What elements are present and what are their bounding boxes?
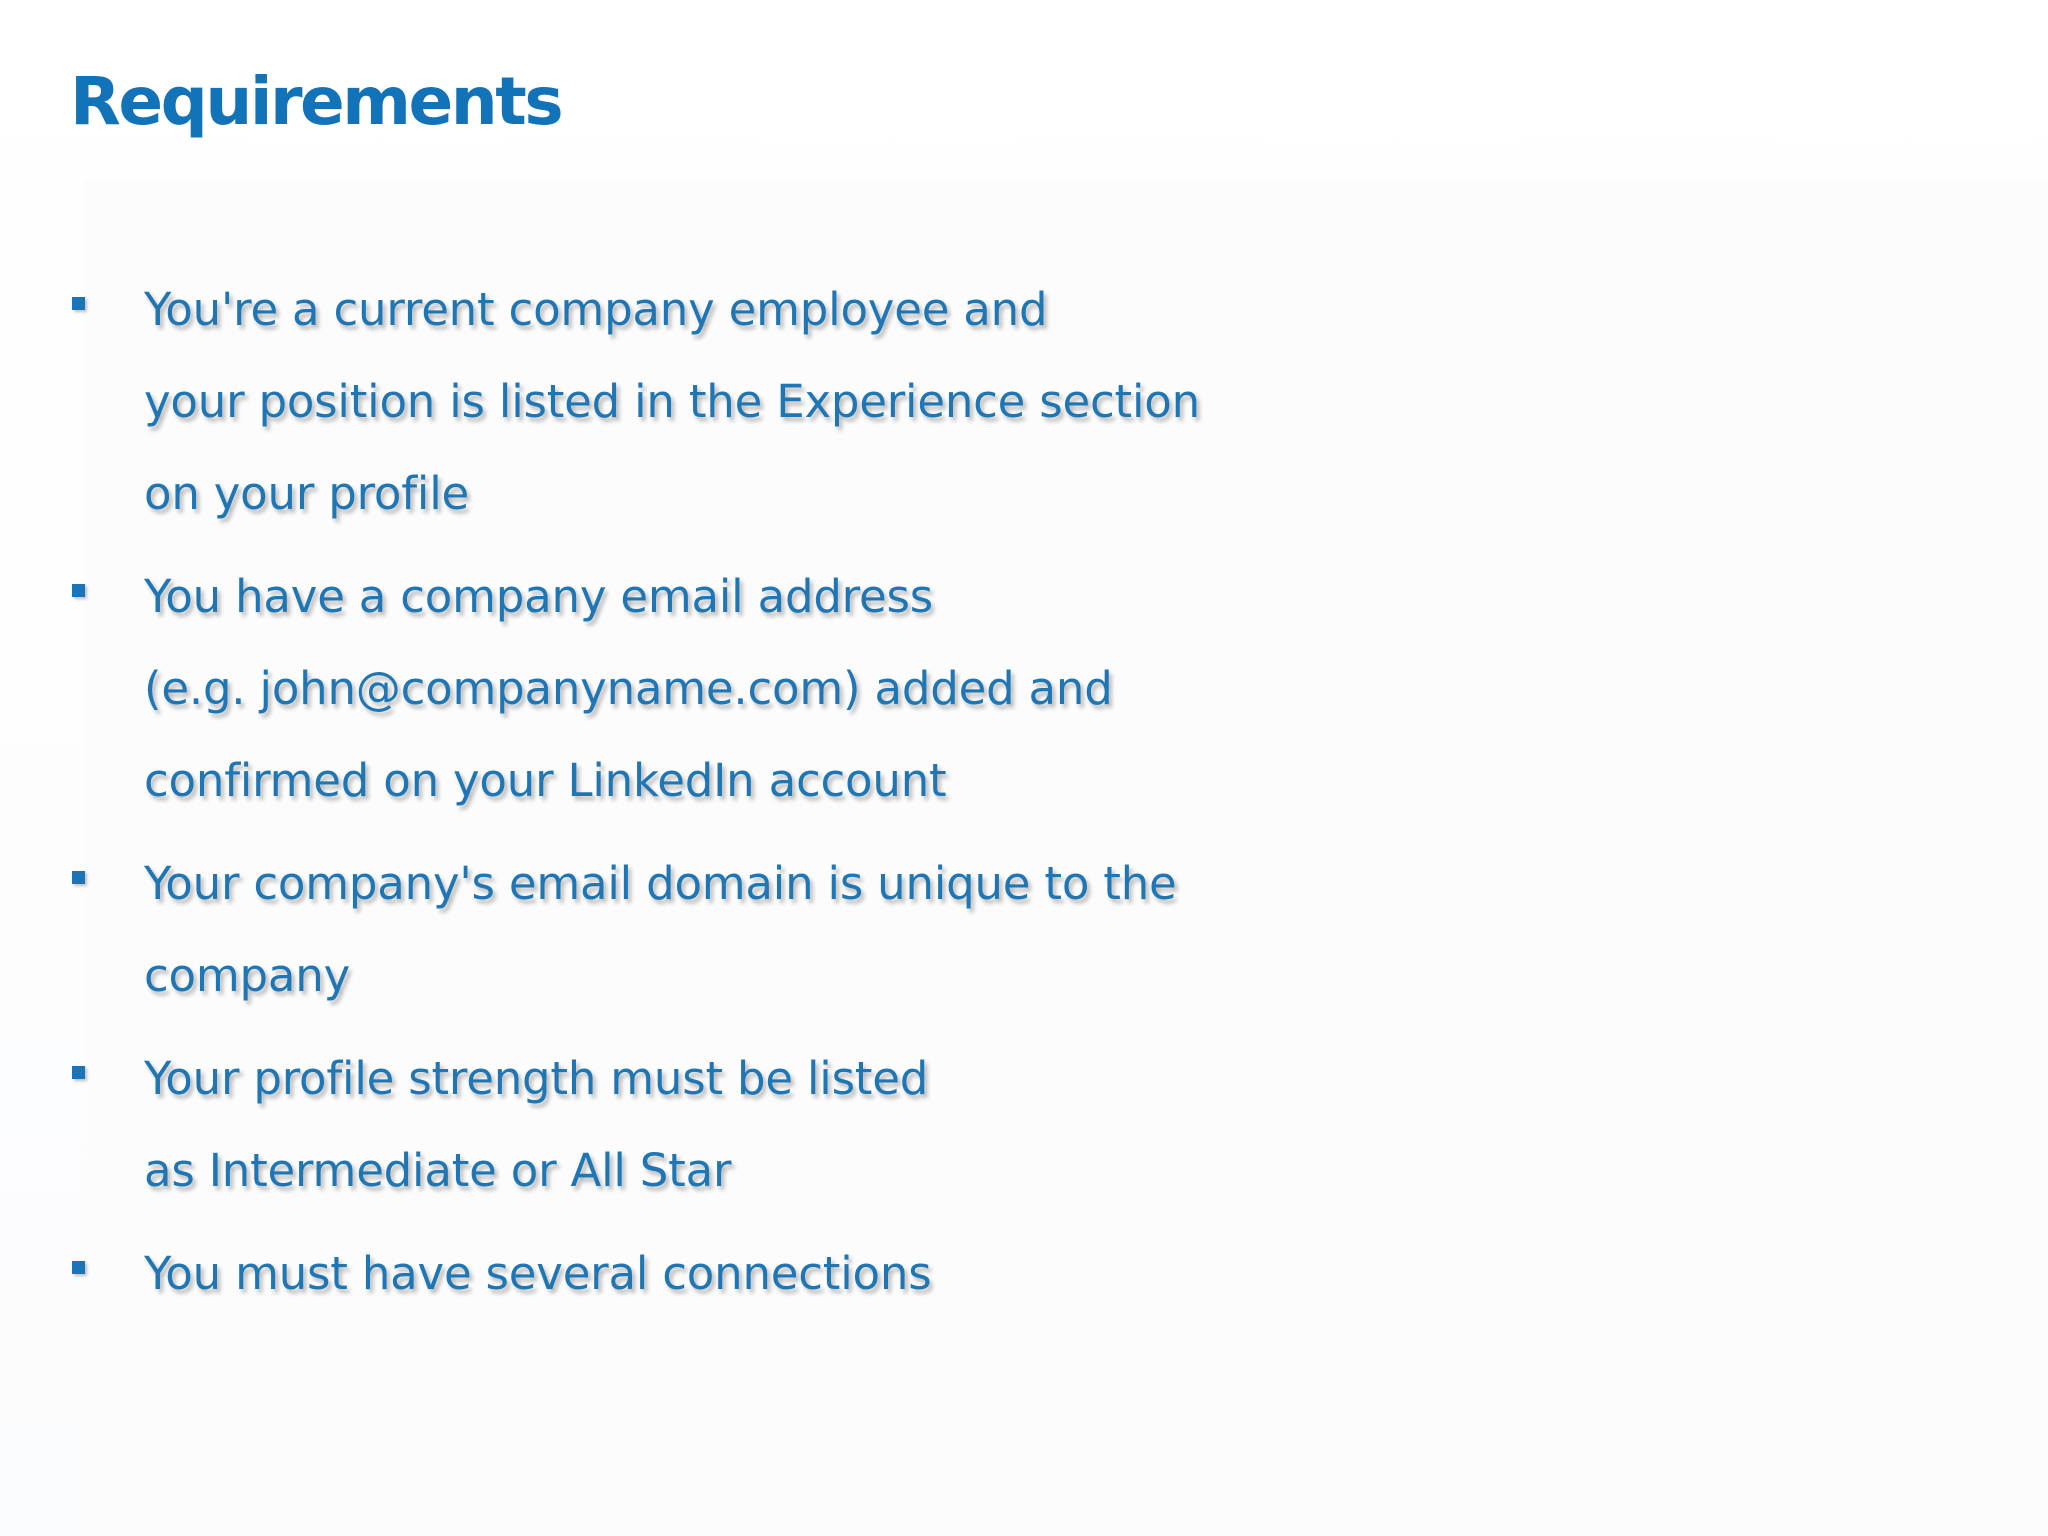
bullet-text-line: You must have several connections xyxy=(144,1247,932,1300)
bullet-text-line: your position is listed in the Experience section xyxy=(144,375,1200,428)
list-item xyxy=(68,1228,1368,1320)
list-item xyxy=(68,551,1368,827)
square-bullet-icon xyxy=(72,584,85,597)
bullet-text-line: confirmed on your LinkedIn account xyxy=(144,754,947,807)
requirements-list xyxy=(68,264,1368,1331)
square-bullet-icon xyxy=(72,1261,85,1274)
bullet-text-line: as Intermediate or All Star xyxy=(144,1144,732,1197)
bullet-text-line: company xyxy=(144,949,350,1002)
bullet-text-line: on your profile xyxy=(144,467,469,520)
page-title: Requirements xyxy=(70,63,562,140)
bullet-text-line: You're a current company employee and xyxy=(144,283,1048,336)
list-item xyxy=(68,1033,1368,1217)
square-bullet-icon xyxy=(72,297,85,310)
bullet-text-line: (e.g. john@companyname.com) added and xyxy=(144,662,1113,715)
bullet-text-line: Your profile strength must be listed xyxy=(144,1052,929,1105)
square-bullet-icon xyxy=(72,871,85,884)
list-item xyxy=(68,264,1368,540)
bullet-text-line: You have a company email address xyxy=(144,570,933,623)
list-item xyxy=(68,838,1368,1022)
bullet-text-line: Your company's email domain is unique to the xyxy=(144,857,1177,910)
square-bullet-icon xyxy=(72,1066,85,1079)
